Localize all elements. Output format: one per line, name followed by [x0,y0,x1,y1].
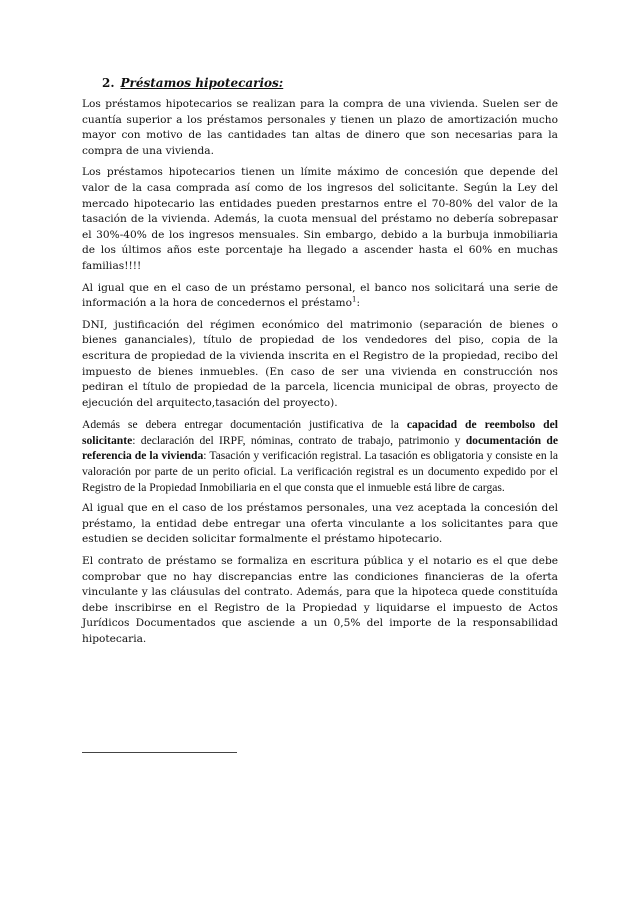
paragraph-documentation [82,417,558,495]
footnote-reference: 1 [351,295,357,304]
paragraph-required-info-text: Al igual que en el caso de un préstamo personal, el banco nos solicitará una serie de información a la hora de concedernos el préstamo [82,281,558,310]
section-heading [102,76,558,90]
paragraph-required-info-end: : [356,297,361,310]
doc-bold-reference: documentación de referencia de la vivienda [82,433,559,463]
doc-bold-repayment: capacidad de reembolso del solicitante [82,418,558,447]
paragraph-limits: Los préstamos hipotecarios tienen un límite máximo de concesión que depende del valor de la casa comprada así como de los ingresos del solicitante. Según la Ley del mercado hipotecario las entidades pueden prestarnos entre el 70-80% del valor de la tasación de la vivienda. Además, la cuota mensual del préstamo no debería sobrepasar el 30%-40% de los ingresos mensuales. Sin embargo, debido a la burbuja inmobiliaria de los últimos años este porcentaje ha llegado a ascender hasta el 60% en muchas familias!!!! [82,166,558,272]
doc-text-a: Además se debera entregar documentación justificativa de la [82,418,407,432]
paragraph-contract: El contrato de préstamo se formaliza en escritura pública y el notario es el que debe comprobar que no hay discrepancias entre las condiciones financieras de la oferta vinculante y las cláusulas del contrato. Además, para que la hipoteca quede constituída debe inscribirse en el Registro de la Propiedad y liquidarse el impuesto de Actos Jurídicos Documentados que asciende a un 0,5% del importe de la responsabilidad hipotecaria. [82,555,558,645]
paragraph-documents-list: DNI, justificación del régimen económico del matrimonio (separación de bienes o bienes gananciales), título de propiedad de los vendedores del piso, copia de la escritura de propiedad de la vivienda inscrita en el Registro de la propiedad, recibo del impuesto de bienes inmuebles. (En caso de ser una vivienda en construcción nos pediran el título de propiedad de la parcela, licencia municipal de obras, proyecto de ejecución del arquitecto,tasación del proyecto). [82,318,558,409]
paragraph-required-info [82,281,558,312]
paragraph-binding-offer: Al igual que en el caso de los préstamos personales, una vez aceptada la concesión del préstamo, la entidad debe entregar una oferta vinculante a los solicitantes para que estudien se deciden solicitar formalmente el préstamo hipotecario. [82,502,558,546]
paragraph-intro: Los préstamos hipotecarios se realizan para la compra de una vivienda. Suelen ser de cuantía superior a los préstamos personales y tienen un plazo de amortización mucho mayor con motivo de las cantidades tan altas de dinero que son necesarias para la compra de una vivienda. [82,98,558,157]
doc-text-e: : Tasación y verificación registral. La tasación es obligatoria y consiste en la valoración por parte de un perito oficial. La verificación registral es un documento expedido por el Registro de la Propiedad Inmobiliaria en el que consta que el inmueble está libre de cargas. [82,449,558,494]
document-body [82,66,558,654]
section-title: Préstamos hipotecarios: [120,76,284,90]
doc-text-c: : declaración del IRPF, nóminas, contrato de trabajo, patrimonio y [132,433,466,447]
section-number: 2. [102,76,115,90]
footnote-separator [82,752,237,753]
